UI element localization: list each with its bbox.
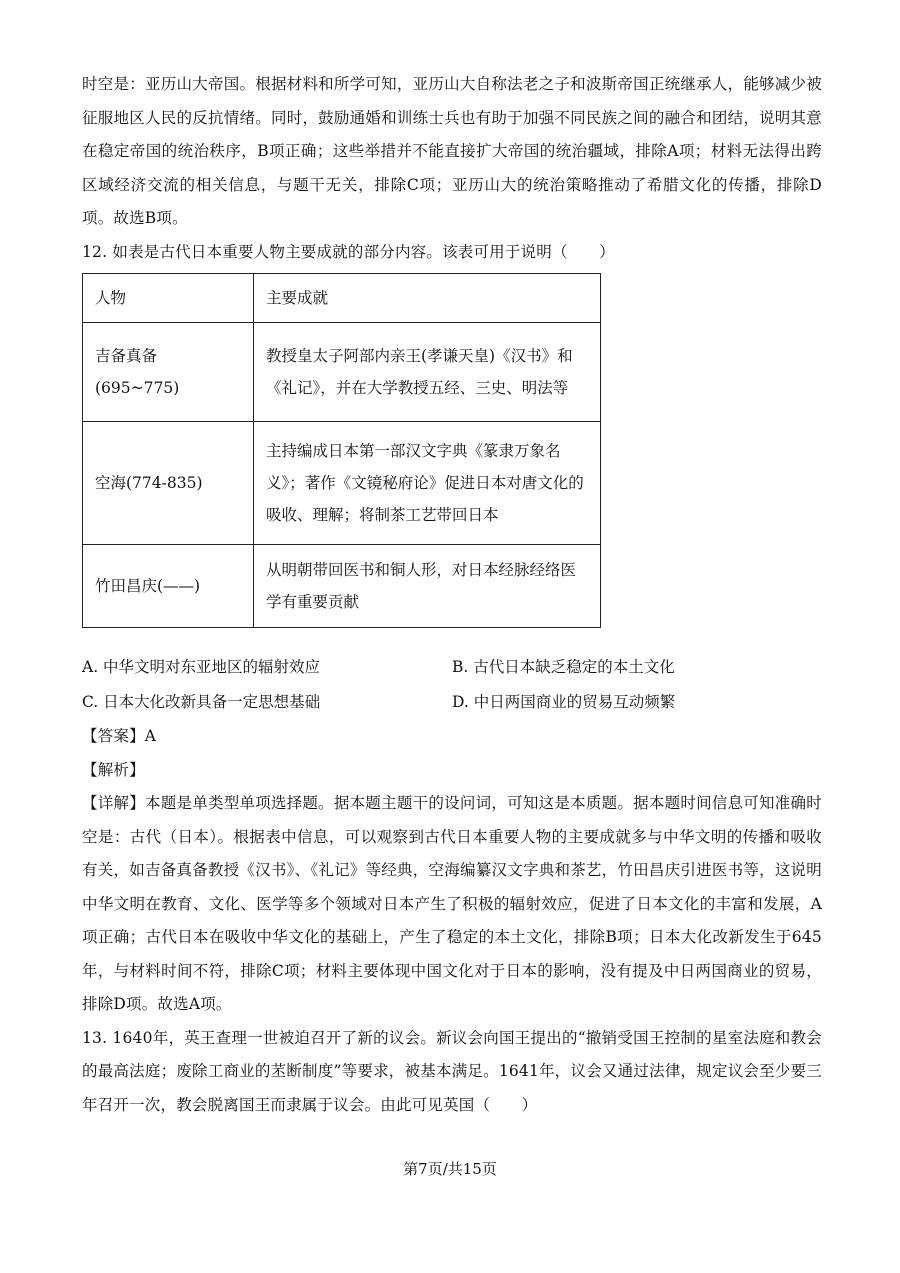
table-cell-achievement: 教授皇太子阿部内亲王(孝谦天皇)《汉书》和《礼记》，并在大学教授五经、三史、明法等 xyxy=(254,323,601,422)
option-a: A. 中华文明对东亚地区的辐射效应 xyxy=(82,658,321,676)
option-d: D. 中日两国商业的贸易互动频繁 xyxy=(452,693,676,711)
table-row xyxy=(83,323,601,422)
option-b: B. 古代日本缺乏稳定的本土文化 xyxy=(452,658,675,676)
table-header-person: 人物 xyxy=(83,274,254,323)
table-header-achievement: 主要成就 xyxy=(254,274,601,323)
table-row xyxy=(83,545,601,628)
option-c: C. 日本大化改新具备一定思想基础 xyxy=(82,693,321,711)
table-row xyxy=(83,422,601,545)
question-12-stem: 12. 如表是古代日本重要人物主要成就的部分内容。该表可用于说明（ ） xyxy=(82,242,615,261)
answer-line: 【答案】A xyxy=(82,727,157,745)
table-cell-person: 竹田昌庆(——) xyxy=(83,545,254,628)
table-cell-person: 吉备真备(695~775) xyxy=(83,323,254,422)
table-cell-person: 空海(774-835) xyxy=(83,422,254,545)
page-number-footer: 第7页/共15页 xyxy=(403,1160,497,1178)
table-cell-achievement: 从明朝带回医书和铜人形，对日本经脉经络医学有重要贡献 xyxy=(254,545,601,628)
previous-question-explanation: 时空是：亚历山大帝国。根据材料和所学可知，亚历山大自称法老之子和波斯帝国正统继承人，能够减少被征服地区人民的反抗情绪。同时，鼓励通婚和训练士兵也有助于加强不同民族之间的融合和团结，说明其意在稳定帝国的统治秩序，B项正确；这些举措并不能直接扩大帝国的统治疆域，排除A项；材料无法得出跨区域经济交流的相关信息，与题干无关，排除C项；亚历山大的统治策略推动了希腊文化的传播，排除D项。故选B项。 xyxy=(82,75,822,227)
detail-text: 本题是单类型单项选择题。据本题主题干的设问词，可知这是本质题。据本题时间信息可知准确时空是：古代（日本）。根据表中信息，可以观察到古代日本重要人物的主要成就多与中华文明的传播和吸收有关，如吉备真备教授《汉书》、《礼记》等经典，空海编纂汉文字典和茶艺，竹田昌庆引进医书等，这说明中华文明在教育、文化、医学等多个领域对日本产生了积极的辐射效应，促进了日本文化的丰富和发展，A项正确；古代日本在吸收中华文化的基础上，产生了稳定的本土文化，排除B项；日本大化改新发生于645年，与材料时间不符，排除C项；材料主要体现中国文化对于日本的影响，没有提及中日两国商业的贸易，排除D项。故选A项。 xyxy=(82,794,822,1013)
table-header-row xyxy=(83,274,601,323)
analysis-label: 【解析】 xyxy=(82,760,145,779)
document-page xyxy=(82,68,822,1122)
question-13-stem: 13. 1640年，英王查理一世被迫召开了新的议会。新议会向国王提出的“撤销受国王控制的星室法庭和教会的最高法庭；废除工商业的苤断制度”等要求，被基本满足。1641年，议会又通过法律，规定议会至少要三年召开一次，教会脱离国王而隶属于议会。由此可见英国（ ） xyxy=(82,1028,822,1114)
detail-tag: 【详解】 xyxy=(82,794,145,812)
detail-explanation xyxy=(82,787,822,1022)
question-12-options xyxy=(82,650,822,720)
achievements-table xyxy=(82,273,601,628)
table-cell-achievement: 主持编成日本第一部汉文字典《篆隶万象名义》；著作《文镜秘府论》促进日本对唐文化的吸收、理解；将制茶工艺带回日本 xyxy=(254,422,601,545)
